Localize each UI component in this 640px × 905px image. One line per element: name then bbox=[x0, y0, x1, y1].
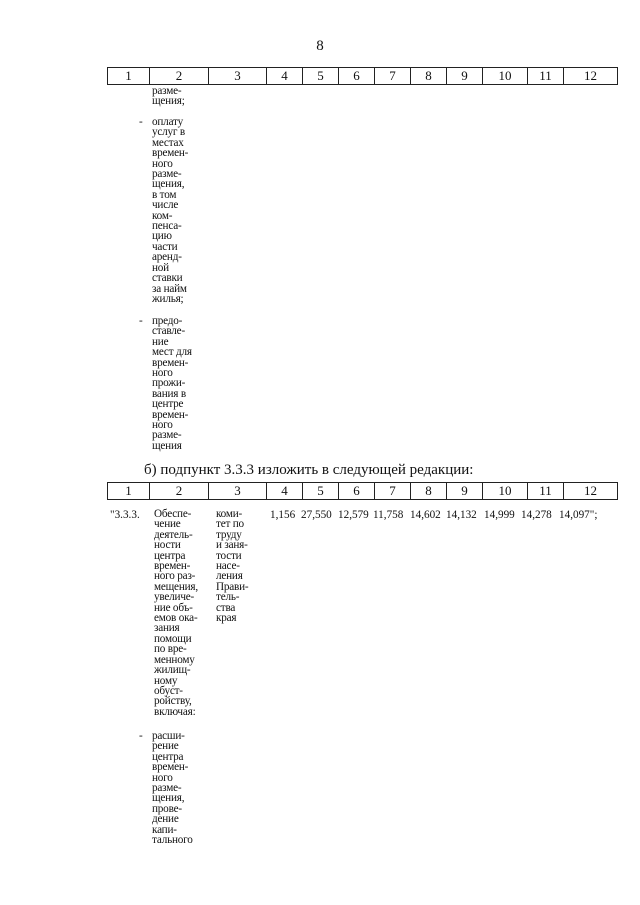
value-col-4: 1,156 bbox=[270, 509, 296, 521]
list-dash: - bbox=[139, 730, 143, 742]
row-number: "3.3.3. bbox=[110, 509, 140, 521]
value-col-11: 14,278 bbox=[521, 509, 552, 521]
col-header-9: 9 bbox=[447, 68, 483, 85]
col-header-12: 12 bbox=[564, 68, 618, 85]
col-header-8: 8 bbox=[411, 68, 447, 85]
value-col-10: 14,999 bbox=[484, 509, 515, 521]
col-header-2: 2 bbox=[150, 68, 209, 85]
col-header-12: 12 bbox=[564, 483, 618, 500]
sub-heading: б) подпункт 3.3.3 изложить в следующей редакции: bbox=[144, 462, 474, 478]
list-item-text: оплату услуг в местах времен- ного разме- щения, в том числе ком- пенса- цию части аренд- ной ставки за найм жилья; bbox=[152, 116, 189, 305]
col-header-10: 10 bbox=[483, 68, 528, 85]
column-header-row-bottom bbox=[107, 482, 618, 500]
value-col-5: 27,550 bbox=[301, 509, 332, 521]
col-header-3: 3 bbox=[209, 68, 267, 85]
continued-text: разме- щения; bbox=[152, 85, 185, 108]
col-header-10: 10 bbox=[483, 483, 528, 500]
row-executor: коми- тет по труду и заня- тости насе- ления Прави- тель- ства края bbox=[216, 508, 249, 625]
col-header-8: 8 bbox=[411, 483, 447, 500]
col-header-3: 3 bbox=[209, 483, 267, 500]
row-name: Обеспе- чение деятель- ности центра времен- ного раз- мещения, увеличе- ние объ- емов ока- зания помощи по вре- менному жилищ- ному обуст- ройству, включая: bbox=[154, 508, 198, 718]
col-header-1: 1 bbox=[108, 68, 150, 85]
col-header-4: 4 bbox=[267, 68, 303, 85]
col-header-5: 5 bbox=[303, 483, 339, 500]
value-col-7: 11,758 bbox=[373, 509, 404, 521]
list-item-text: расши- рение центра времен- ного разме- щения, прове- дение капи- тального bbox=[152, 730, 193, 847]
column-header-row-top bbox=[107, 67, 618, 85]
col-header-11: 11 bbox=[528, 68, 564, 85]
col-header-1: 1 bbox=[108, 483, 150, 500]
list-dash: - bbox=[139, 315, 143, 327]
value-col-8: 14,602 bbox=[410, 509, 441, 521]
col-header-11: 11 bbox=[528, 483, 564, 500]
page-number: 8 bbox=[316, 38, 324, 54]
value-col-6: 12,579 bbox=[338, 509, 369, 521]
col-header-5: 5 bbox=[303, 68, 339, 85]
list-dash: - bbox=[139, 116, 143, 128]
list-item-text: предо- ставле- ние мест для времен- ного прожи- вания в центре времен- ного разме- щения bbox=[152, 315, 192, 452]
col-header-6: 6 bbox=[339, 483, 375, 500]
value-col-12: 14,097"; bbox=[559, 509, 598, 521]
col-header-6: 6 bbox=[339, 68, 375, 85]
col-header-7: 7 bbox=[375, 68, 411, 85]
value-col-9: 14,132 bbox=[446, 509, 477, 521]
col-header-9: 9 bbox=[447, 483, 483, 500]
col-header-4: 4 bbox=[267, 483, 303, 500]
col-header-2: 2 bbox=[150, 483, 209, 500]
col-header-7: 7 bbox=[375, 483, 411, 500]
